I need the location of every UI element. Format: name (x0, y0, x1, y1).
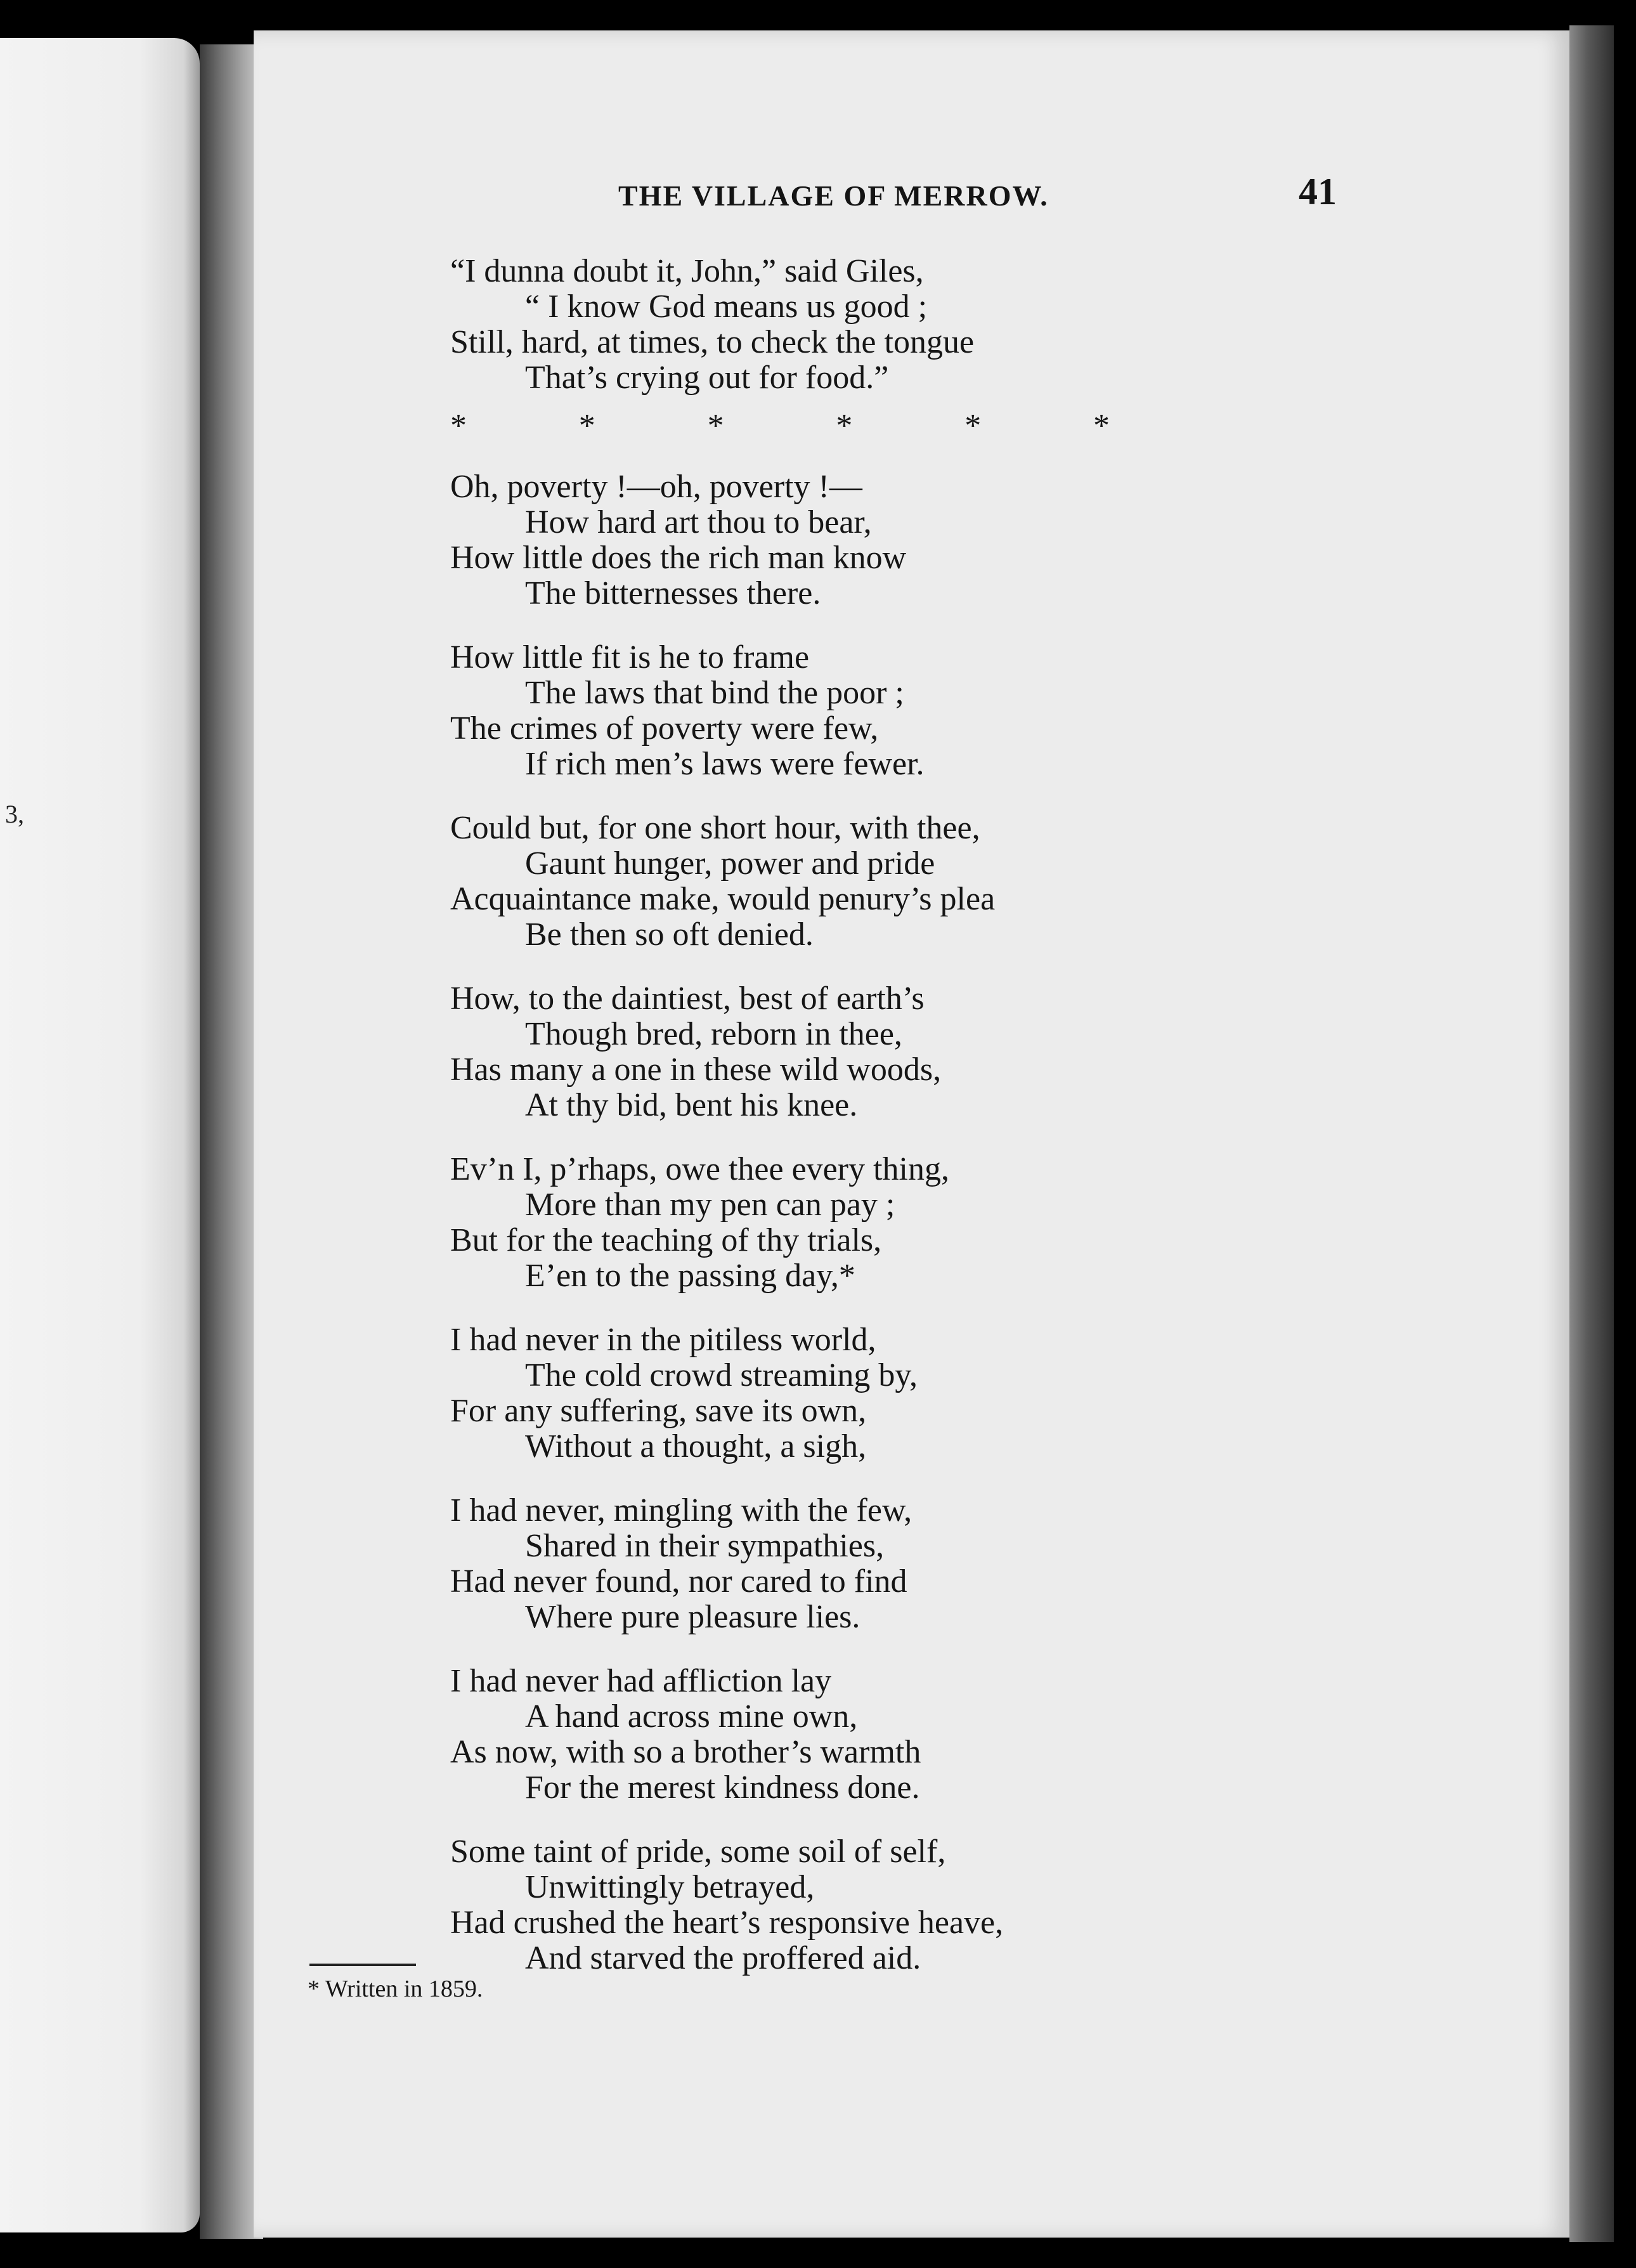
asterisk: * (836, 408, 853, 444)
page-binding-edge (1569, 25, 1614, 2242)
poem-line: Could but, for one short hour, with thee, (450, 810, 980, 846)
stanza-7 (450, 1322, 1135, 1464)
poem-line: For any suffering, save its own, (450, 1393, 867, 1429)
poem-line: “ I know God means us good ; (525, 289, 928, 325)
poem-line: E’en to the passing day,* (525, 1258, 855, 1294)
page-number: 41 (1299, 171, 1337, 212)
poem-line: How little does the rich man know (450, 540, 907, 576)
poem-line: “I dunna doubt it, John,” said Giles, (450, 253, 924, 289)
asterisk: * (450, 408, 467, 444)
facing-page-edge (0, 38, 200, 2232)
stanza-8 (450, 1493, 1135, 1635)
poem-body (450, 254, 1135, 2005)
section-break-asterisks (450, 408, 1110, 444)
poem-line: I had never in the pitiless world, (450, 1322, 876, 1358)
poem-line: As now, with so a brother’s warmth (450, 1734, 921, 1770)
stanza-10 (450, 1834, 1135, 1976)
poem-line: I had never had affliction lay (450, 1663, 832, 1699)
poem-line: Be then so oft denied. (525, 916, 814, 953)
asterisk: * (964, 408, 982, 444)
poem-line: More than my pen can pay ; (525, 1187, 895, 1223)
asterisk: * (707, 408, 724, 444)
stanza-1 (450, 254, 1135, 396)
poem-line: How hard art thou to bear, (525, 504, 872, 540)
stanza-4 (450, 811, 1135, 953)
poem-line: That’s crying out for food.” (525, 360, 889, 396)
asterisk: * (1093, 408, 1110, 444)
poem-line: Had never found, nor cared to find (450, 1563, 907, 1600)
poem-line: And starved the proffered aid. (525, 1940, 921, 1976)
poem-line: At thy bid, bent his knee. (525, 1087, 858, 1123)
poem-line: Ev’n I, p’rhaps, owe thee every thing, (450, 1151, 949, 1187)
stanza-3 (450, 640, 1135, 782)
poem-line: I had never, mingling with the few, (450, 1492, 912, 1528)
stanza-6 (450, 1152, 1135, 1294)
poem-line: But for the teaching of thy trials, (450, 1222, 882, 1258)
running-title: THE VILLAGE OF MERROW. (618, 179, 1049, 212)
poem-line: If rich men’s laws were fewer. (525, 746, 925, 782)
poem-line: Still, hard, at times, to check the tongue (450, 324, 975, 360)
footnote: * Written in 1859. (308, 1976, 483, 2002)
poem-line: The laws that bind the poor ; (525, 675, 904, 711)
poem-line: A hand across mine own, (525, 1698, 858, 1735)
asterisk: * (578, 408, 595, 444)
poem-line: The bitternesses there. (525, 575, 821, 611)
poem-line: Where pure pleasure lies. (525, 1599, 860, 1635)
facing-page-mark: 3, (5, 800, 24, 828)
stanza-9 (450, 1664, 1135, 1806)
footnote-rule (309, 1964, 416, 1966)
poem-line: Has many a one in these wild woods, (450, 1052, 942, 1088)
poem-line: Oh, poverty !—oh, poverty !— (450, 469, 862, 505)
poem-line: Without a thought, a sigh, (525, 1428, 867, 1464)
poem-line: How little fit is he to frame (450, 639, 810, 675)
poem-line: Shared in their sympathies, (525, 1528, 885, 1564)
poem-line: The crimes of poverty were few, (450, 710, 879, 746)
poem-line: Acquaintance make, would penury’s plea (450, 881, 996, 917)
stanza-2 (450, 469, 1135, 611)
poem-line: The cold crowd streaming by, (525, 1357, 918, 1393)
poem-line: How, to the daintiest, best of earth’s (450, 981, 925, 1017)
poem-line: Had crushed the heart’s responsive heave, (450, 1905, 1004, 1941)
poem-line: Gaunt hunger, power and pride (525, 845, 935, 882)
poem-line: Unwittingly betrayed, (525, 1869, 815, 1905)
poem-line: Though bred, reborn in thee, (525, 1016, 902, 1052)
poem-line: For the merest kindness done. (525, 1769, 920, 1806)
stanza-5 (450, 981, 1135, 1123)
poem-line: Some taint of pride, some soil of self, (450, 1834, 946, 1870)
